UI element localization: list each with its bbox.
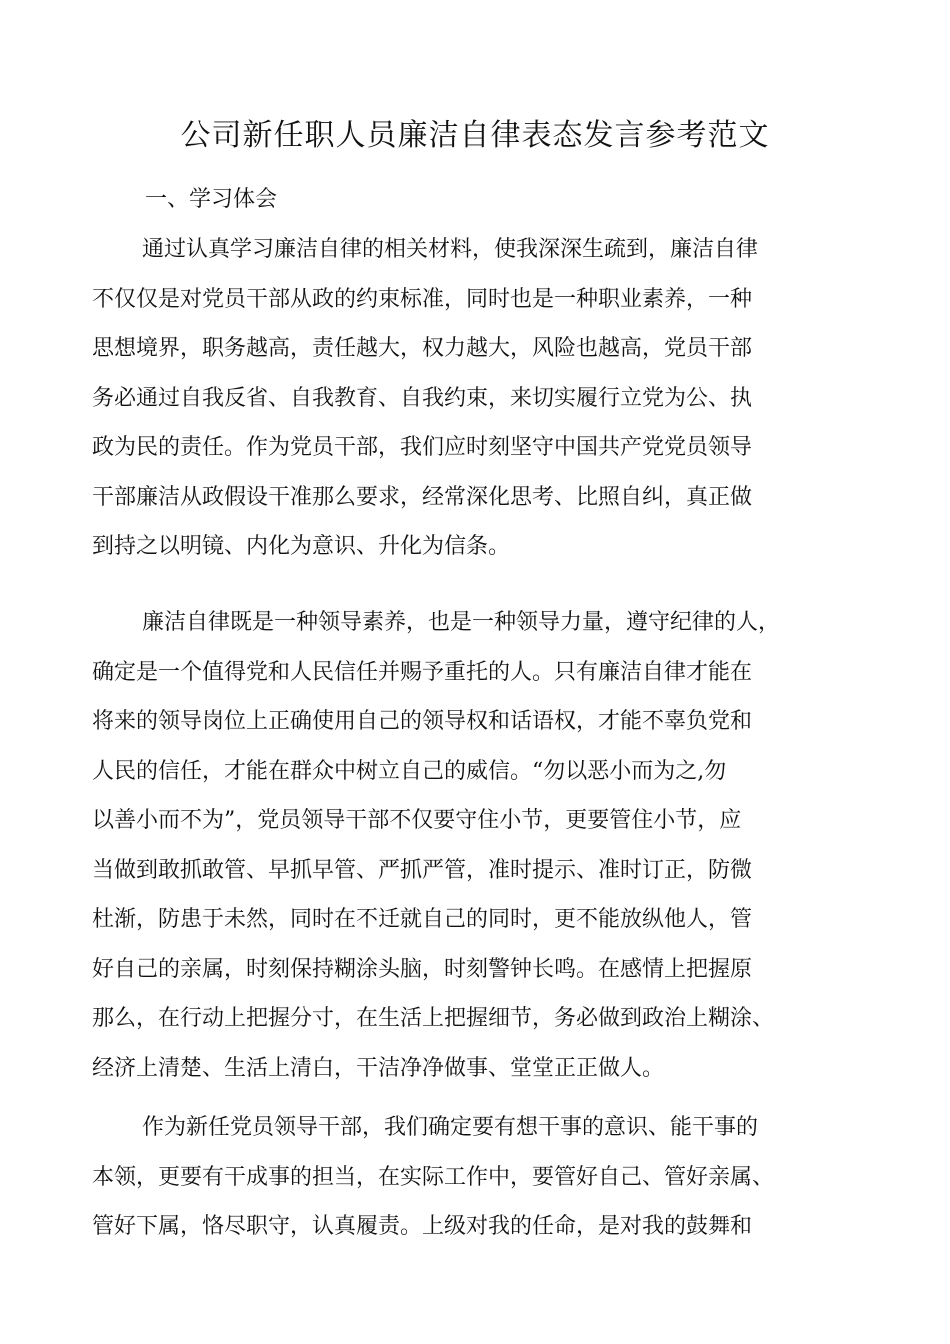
document-title: 公司新任职人员廉洁自律表态发言参考范文 xyxy=(180,118,770,153)
paragraph-1 xyxy=(92,225,862,572)
paragraph-line: 人民的信任，才能在群众中树立自己的威信。“勿以恶小而为之,勿 xyxy=(92,758,727,784)
paragraph-line: 杜渐，防患于未然，同时在不迁就自己的同时，更不能放纵他人，管 xyxy=(92,907,753,932)
paragraph-2 xyxy=(92,598,862,1093)
paragraph-line: 干部廉洁从政假设干准那么要求，经常深化思考、比照自纠，真正做 xyxy=(92,484,753,510)
section-heading: 一、学习体会 xyxy=(145,187,278,212)
paragraph-line: 务必通过自我反省、自我教育、自我约束，来切实履行立党为公、执 xyxy=(92,385,753,411)
paragraph-line: 将来的领导岗位上正确使用自己的领导权和话语权，才能不辜负党和 xyxy=(92,709,753,734)
paragraph-line: 以善小而不为”，党员领导干部不仅要守住小节，更要管住小节，应 xyxy=(92,808,742,833)
paragraph-3 xyxy=(92,1103,862,1252)
paragraph-line: 通过认真学习廉洁自律的相关材料，使我深深生疏到，廉洁自律 xyxy=(142,237,759,262)
paragraph-line: 管好下属，恪尽职守，认真履责。上级对我的任命，是对我的鼓舞和 xyxy=(92,1214,753,1239)
paragraph-line: 不仅仅是对党员干部从政的约束标准，同时也是一种职业素养，一种 xyxy=(92,286,753,312)
paragraph-line: 本领，更要有干成事的担当，在实际工作中，要管好自己、管好亲属、 xyxy=(92,1164,775,1190)
paragraph-line: 到持之以明镜、内化为意识、升化为信条。 xyxy=(92,534,511,559)
paragraph-line: 当做到敢抓敢管、早抓早管、严抓严管，准时提示、准时订正，防微 xyxy=(92,857,753,883)
paragraph-line: 确定是一个值得党和人民信任并赐予重托的人。只有廉洁自律才能在 xyxy=(92,659,753,685)
paragraph-line: 思想境界，职务越高，责任越大，权力越大，风险也越高，党员干部 xyxy=(92,336,753,361)
paragraph-line: 政为民的责任。作为党员干部，我们应时刻坚守中国共产党党员领导 xyxy=(92,435,753,460)
paragraph-line: 经济上清楚、生活上清白，干洁净净做事、堂堂正正做人。 xyxy=(92,1055,665,1081)
paragraph-line: 那么，在行动上把握分寸，在生活上把握细节，务必做到政治上糊涂、 xyxy=(92,1006,775,1031)
paragraph-line: 廉洁自律既是一种领导素养，也是一种领导力量，遵守纪律的人， xyxy=(142,610,781,635)
paragraph-line: 好自己的亲属，时刻保持糊涂头脑，时刻警钟长鸣。在感情上把握原 xyxy=(92,956,753,982)
paragraph-line: 作为新任党员领导干部，我们确定要有想干事的意识、能干事的 xyxy=(142,1115,759,1140)
